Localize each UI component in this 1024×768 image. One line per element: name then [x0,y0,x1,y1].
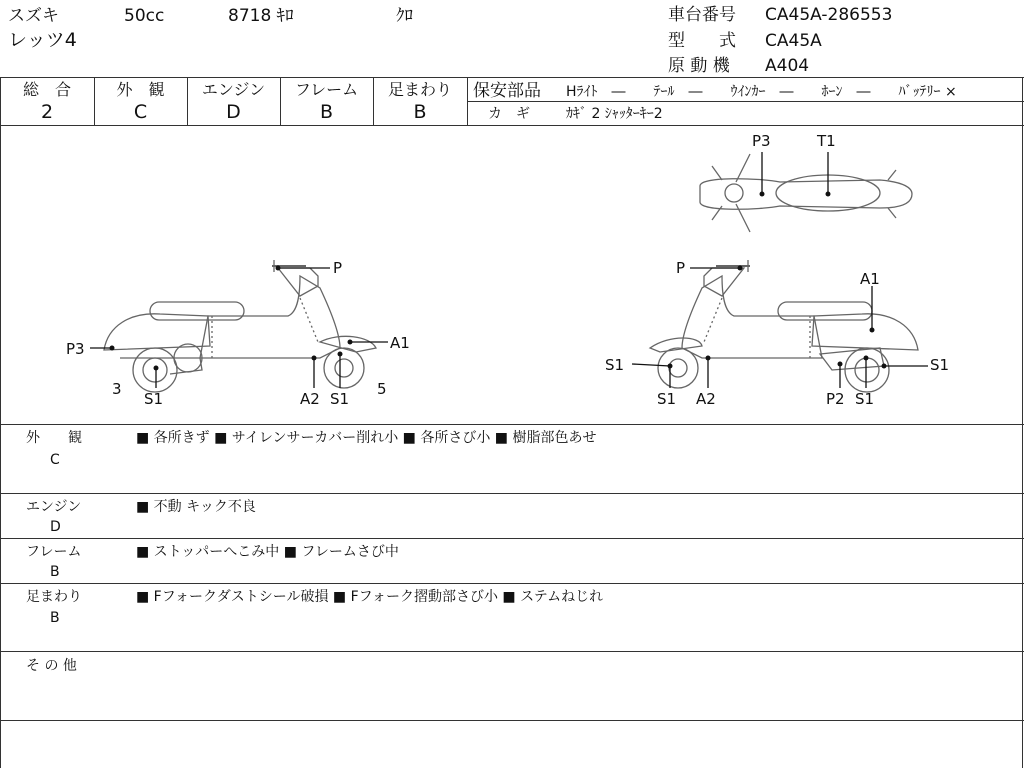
left-label-s1-front: S1 [330,390,350,408]
right-label-s1-right: S1 [930,356,950,374]
divider [0,538,1024,539]
left-label-p3: P3 [66,340,85,358]
type-value: CA45A [765,31,822,51]
color: ｸﾛ [396,6,413,26]
frame-number-label: 車台番号 [668,5,736,25]
scooter-diagram [0,126,1022,424]
frame-number: CA45A-286553 [765,5,893,25]
divider [467,77,468,125]
remark-engine-grade: D [50,519,61,535]
remark-suspension-label: 足まわり [26,589,82,605]
top-label-p3: P3 [752,132,771,150]
left-label-5: 5 [377,380,387,398]
right-label-p: P [676,259,686,277]
right-label-p2: P2 [826,390,845,408]
grade-exterior-label: 外 観 [116,80,165,99]
remark-other-label: そ の 他 [26,658,77,674]
left-label-p: P [333,259,343,277]
divider [0,651,1024,652]
remark-suspension-grade: B [50,610,60,626]
divider [0,493,1024,494]
remark-exterior-grade: C [50,452,60,468]
right-label-s1-rear: S1 [855,390,875,408]
remark-engine-text: ■ 不動 キック不良 [136,499,256,515]
grade-total-value: 2 [40,101,54,123]
engine-label: 原 動 機 [668,56,730,76]
remark-frame-label: フレーム [26,544,82,560]
grade-frame-value: B [319,101,334,123]
remark-exterior-text: ■ 各所きず ■ サイレンサーカバー削れ小 ■ 各所さび小 ■ 樹脂部色あせ [136,430,597,446]
scooter-left-view [104,260,376,392]
grade-exterior-value: C [133,101,148,123]
safety-parts-items: Hﾗｲﾄ ― ﾃｰﾙ ― ｳｲﾝｶｰ ― ﾎｰﾝ ― ﾊﾞｯﾃﾘｰ × [566,84,957,100]
grade-frame-label: フレーム [294,80,359,99]
remark-frame-grade: B [50,564,60,580]
border [1022,77,1023,768]
grade-engine-label: エンジン [201,80,266,99]
damage-dots [110,192,887,371]
right-label-a2: A2 [696,390,716,408]
left-label-a1: A1 [390,334,410,352]
divider [0,583,1024,584]
key-value: ｶｷﾞ 2 ｼｬｯﾀｰｷｰ2 [566,106,663,122]
safety-parts-label: 保安部品 [473,81,541,101]
top-label-t1: T1 [817,132,836,150]
right-label-s1-left: S1 [605,356,625,374]
remark-engine-label: エンジン [26,499,82,515]
mileage: 8718 ｷﾛ [228,6,294,26]
type-label: 型 式 [668,31,736,51]
remark-exterior-label: 外 観 [26,430,82,446]
model-name: レッツ4 [8,29,77,51]
remark-frame-text: ■ ストッパーへこみ中 ■ フレームさび中 [136,544,399,560]
right-label-a1: A1 [860,270,880,288]
left-label-a2: A2 [300,390,320,408]
key-label: カ ギ [488,106,530,122]
grade-suspension-value: B [413,101,427,123]
divider [0,77,1024,78]
divider [0,424,1024,425]
grade-engine-value: D [226,101,241,123]
displacement: 50cc [124,6,165,26]
maker-name: スズキ [8,6,59,26]
grade-total-label: 総 合 [22,80,71,99]
grade-suspension-label: 足まわり [387,80,452,99]
scooter-top-view [700,154,912,232]
divider [0,720,1024,721]
leader-lines [90,152,928,388]
right-label-s1-front: S1 [657,390,677,408]
remark-suspension-text: ■ Fフォークダストシール破損 ■ Fフォーク摺動部さび小 ■ ステムねじれ [136,589,604,605]
left-label-s1-rear: S1 [144,390,164,408]
engine-value: A404 [765,56,810,76]
left-label-3: 3 [112,380,122,398]
